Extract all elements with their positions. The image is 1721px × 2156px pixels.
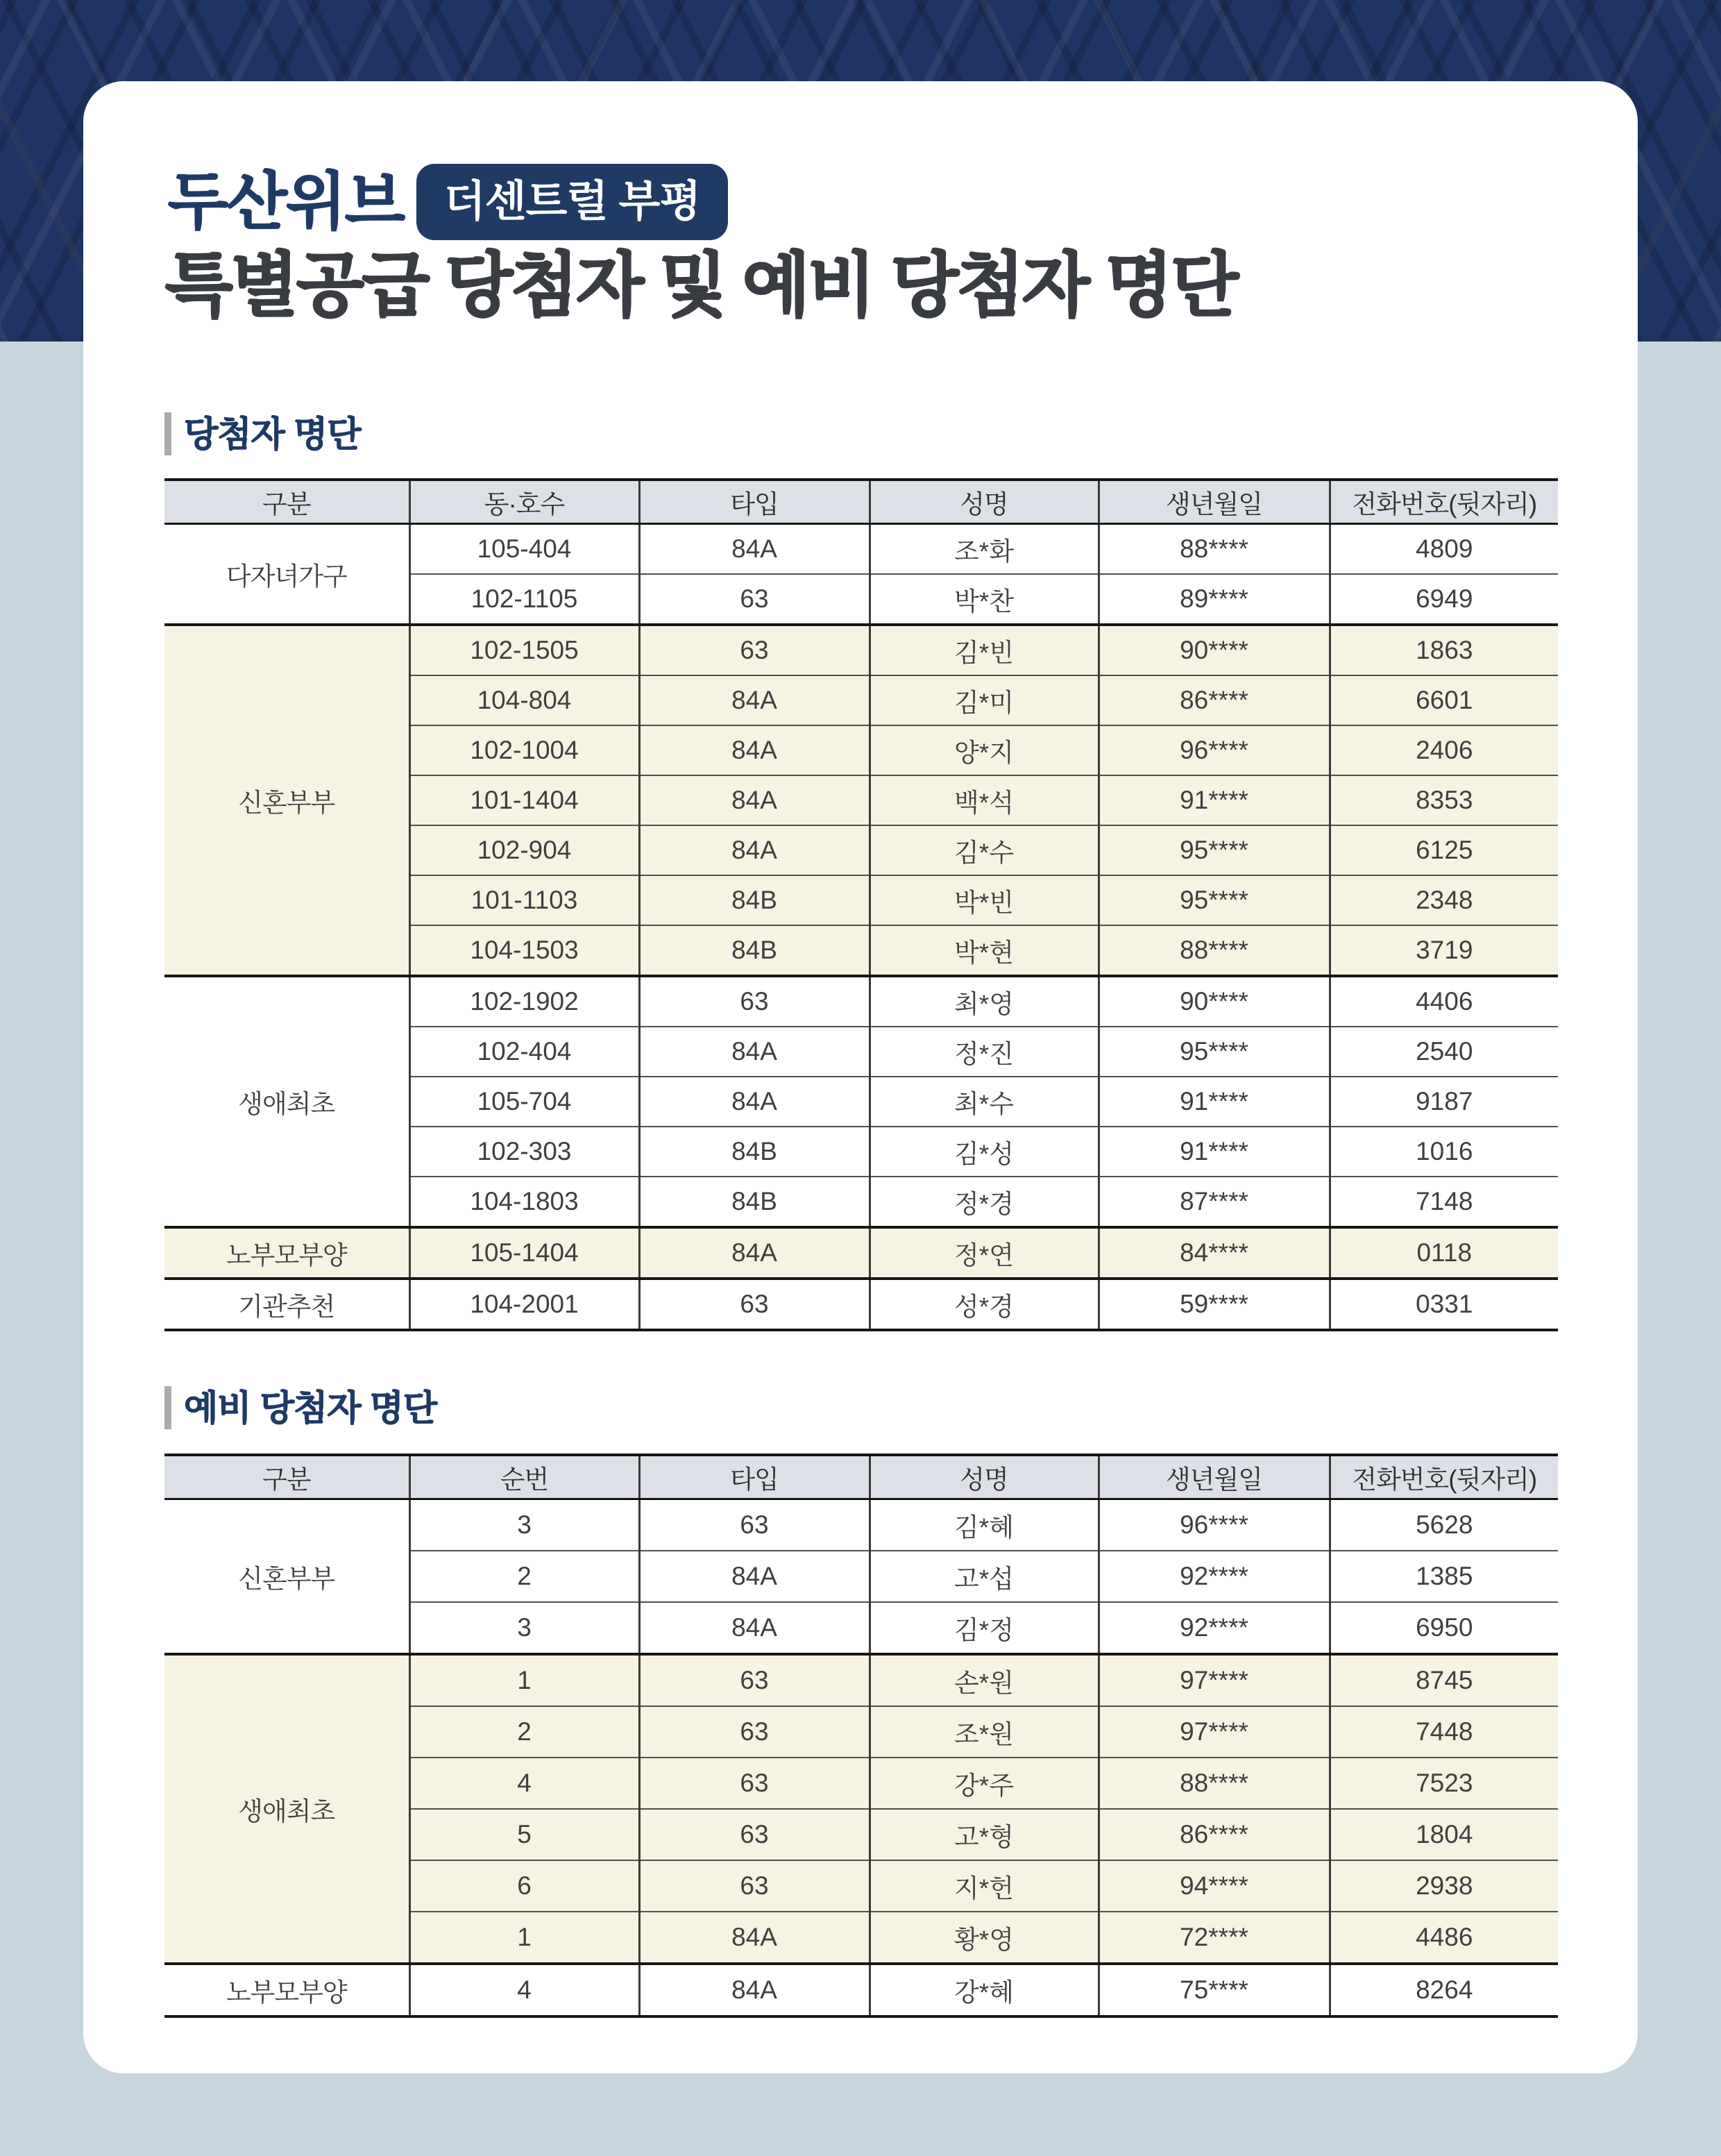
table-cell: 6950 — [1330, 1602, 1558, 1654]
table-cell: 95**** — [1099, 875, 1330, 925]
table-cell: 63 — [639, 1499, 870, 1551]
table-cell: 1863 — [1330, 625, 1558, 675]
table-cell: 2 — [409, 1551, 639, 1602]
table-cell: 104-1503 — [409, 925, 639, 976]
column-header: 타입 — [639, 480, 870, 524]
table-cell: 1804 — [1330, 1809, 1558, 1860]
table-cell: 김*정 — [870, 1602, 1099, 1654]
table-cell: 84A — [639, 825, 870, 875]
table-cell: 90**** — [1099, 976, 1330, 1027]
table-cell: 2 — [409, 1706, 639, 1758]
table-cell: 6125 — [1330, 825, 1558, 875]
table-cell: 102-904 — [409, 825, 639, 875]
table-cell: 96**** — [1099, 1499, 1330, 1551]
group-label-cell: 생애최초 — [164, 976, 409, 1227]
table-cell: 105-704 — [409, 1077, 639, 1127]
table-cell: 2406 — [1330, 725, 1558, 775]
table-cell: 6 — [409, 1860, 639, 1912]
table-cell: 104-1803 — [409, 1177, 639, 1227]
column-header: 타입 — [639, 1455, 870, 1499]
table-cell: 조*원 — [870, 1706, 1099, 1758]
table-cell: 92**** — [1099, 1551, 1330, 1602]
table-cell: 6949 — [1330, 574, 1558, 625]
column-header: 순번 — [409, 1455, 639, 1499]
table-cell: 101-1404 — [409, 775, 639, 825]
brand-row — [168, 163, 728, 241]
table-cell: 86**** — [1099, 1809, 1330, 1860]
table-cell: 102-1902 — [409, 976, 639, 1027]
table-cell: 7523 — [1330, 1758, 1558, 1809]
table-cell: 8353 — [1330, 775, 1558, 825]
table-cell: 63 — [639, 1279, 870, 1330]
table-cell: 고*섭 — [870, 1551, 1099, 1602]
table-cell: 75**** — [1099, 1964, 1330, 2016]
table-cell: 3 — [409, 1602, 639, 1654]
section-bar-icon — [164, 412, 171, 455]
table-cell: 4809 — [1330, 524, 1558, 575]
table-cell: 90**** — [1099, 625, 1330, 675]
table-cell: 6601 — [1330, 675, 1558, 725]
column-header: 구분 — [164, 480, 409, 524]
table-cell: 102-404 — [409, 1027, 639, 1077]
table-cell: 조*화 — [870, 524, 1099, 575]
table-cell: 84A — [639, 1551, 870, 1602]
table-cell: 성*경 — [870, 1279, 1099, 1330]
table-row — [164, 625, 1558, 675]
table-cell: 김*미 — [870, 675, 1099, 725]
table-cell: 104-2001 — [409, 1279, 639, 1330]
table-cell: 84A — [639, 1227, 870, 1279]
table-row — [164, 1279, 1558, 1330]
table-cell: 최*영 — [870, 976, 1099, 1027]
table-cell: 3719 — [1330, 925, 1558, 976]
table-cell: 59**** — [1099, 1279, 1330, 1330]
table-cell: 105-1404 — [409, 1227, 639, 1279]
table-cell: 4406 — [1330, 976, 1558, 1027]
section-bar-icon — [164, 1386, 171, 1429]
group-label-cell: 신혼부부 — [164, 625, 409, 976]
table-cell: 박*찬 — [870, 574, 1099, 625]
reserve-table — [164, 1454, 1558, 2018]
table-row — [164, 1227, 1558, 1279]
table-cell: 84A — [639, 725, 870, 775]
table-cell: 96**** — [1099, 725, 1330, 775]
table-row — [164, 524, 1558, 575]
table-cell: 84B — [639, 1127, 870, 1177]
table-cell: 84A — [639, 1077, 870, 1127]
column-header: 성명 — [870, 480, 1099, 524]
table-cell: 2348 — [1330, 875, 1558, 925]
table-cell: 84A — [639, 1027, 870, 1077]
table-cell: 84A — [639, 1964, 870, 2016]
table-cell: 김*빈 — [870, 625, 1099, 675]
table-cell: 104-804 — [409, 675, 639, 725]
column-header: 전화번호(뒷자리) — [1330, 1455, 1558, 1499]
table-cell: 4 — [409, 1758, 639, 1809]
table-cell: 102-1004 — [409, 725, 639, 775]
table-cell: 86**** — [1099, 675, 1330, 725]
table-cell: 94**** — [1099, 1860, 1330, 1912]
table-cell: 4 — [409, 1964, 639, 2016]
column-header: 동·호수 — [409, 480, 639, 524]
table-row — [164, 1654, 1558, 1706]
table-cell: 101-1103 — [409, 875, 639, 925]
table-cell: 63 — [639, 976, 870, 1027]
table-header-row — [164, 1455, 1558, 1499]
table-cell: 88**** — [1099, 524, 1330, 575]
table-cell: 지*헌 — [870, 1860, 1099, 1912]
group-label-cell: 생애최초 — [164, 1654, 409, 1964]
table-cell: 8264 — [1330, 1964, 1558, 2016]
table-cell: 5 — [409, 1809, 639, 1860]
group-label-cell: 다자녀가구 — [164, 524, 409, 625]
table-cell: 3 — [409, 1499, 639, 1551]
table-cell: 63 — [639, 1809, 870, 1860]
group-label-cell: 노부모부양 — [164, 1964, 409, 2016]
table-cell: 4486 — [1330, 1912, 1558, 1964]
table-cell: 1 — [409, 1912, 639, 1964]
table-row — [164, 976, 1558, 1027]
table-cell: 양*지 — [870, 725, 1099, 775]
table-cell: 84**** — [1099, 1227, 1330, 1279]
table-cell: 63 — [639, 1758, 870, 1809]
table-cell: 91**** — [1099, 1127, 1330, 1177]
table-cell: 102-1105 — [409, 574, 639, 625]
column-header: 구분 — [164, 1455, 409, 1499]
table-cell: 95**** — [1099, 1027, 1330, 1077]
table-cell: 63 — [639, 574, 870, 625]
table-cell: 84A — [639, 675, 870, 725]
table-cell: 84A — [639, 1602, 870, 1654]
table-header-row — [164, 480, 1558, 524]
table-row — [164, 1964, 1558, 2016]
table-cell: 87**** — [1099, 1177, 1330, 1227]
table-cell: 88**** — [1099, 925, 1330, 976]
table-cell: 김*수 — [870, 825, 1099, 875]
table-cell: 8745 — [1330, 1654, 1558, 1706]
table-cell: 92**** — [1099, 1602, 1330, 1654]
brand-name: 두산위브 — [168, 167, 404, 237]
table-cell: 김*혜 — [870, 1499, 1099, 1551]
table-cell: 정*연 — [870, 1227, 1099, 1279]
group-label-cell: 기관추천 — [164, 1279, 409, 1330]
table-cell: 김*성 — [870, 1127, 1099, 1177]
table-cell: 0331 — [1330, 1279, 1558, 1330]
table-cell: 최*수 — [870, 1077, 1099, 1127]
table-cell: 72**** — [1099, 1912, 1330, 1964]
table-cell: 97**** — [1099, 1706, 1330, 1758]
section-title-winners: 당첨자 명단 — [184, 414, 361, 454]
table-cell: 84A — [639, 775, 870, 825]
table-cell: 0118 — [1330, 1227, 1558, 1279]
table-cell: 84B — [639, 925, 870, 976]
brand-badge: 더센트럴 부평 — [416, 164, 729, 240]
table-cell: 5628 — [1330, 1499, 1558, 1551]
table-cell: 102-1505 — [409, 625, 639, 675]
table-cell: 1 — [409, 1654, 639, 1706]
notice-card — [83, 81, 1638, 2073]
group-label-cell: 노부모부양 — [164, 1227, 409, 1279]
table-cell: 97**** — [1099, 1654, 1330, 1706]
section-title-reserve: 예비 당첨자 명단 — [184, 1388, 437, 1428]
page-title: 특별공급 당첨자 및 예비 당첨자 명단 — [165, 247, 1237, 325]
table-cell: 63 — [639, 1706, 870, 1758]
table-cell: 91**** — [1099, 1077, 1330, 1127]
table-cell: 84B — [639, 1177, 870, 1227]
table-cell: 손*원 — [870, 1654, 1099, 1706]
table-cell: 9187 — [1330, 1077, 1558, 1127]
table-cell: 강*주 — [870, 1758, 1099, 1809]
table-cell: 백*석 — [870, 775, 1099, 825]
table-cell: 95**** — [1099, 825, 1330, 875]
table-cell: 63 — [639, 1654, 870, 1706]
column-header: 생년월일 — [1099, 1455, 1330, 1499]
table-cell: 7148 — [1330, 1177, 1558, 1227]
table-cell: 63 — [639, 1860, 870, 1912]
table-cell: 91**** — [1099, 775, 1330, 825]
column-header: 생년월일 — [1099, 480, 1330, 524]
table-cell: 정*경 — [870, 1177, 1099, 1227]
column-header: 전화번호(뒷자리) — [1330, 480, 1558, 524]
table-cell: 88**** — [1099, 1758, 1330, 1809]
table-cell: 2938 — [1330, 1860, 1558, 1912]
table-cell: 박*빈 — [870, 875, 1099, 925]
table-cell: 63 — [639, 625, 870, 675]
table-cell: 황*영 — [870, 1912, 1099, 1964]
section-reserve-heading — [164, 1386, 436, 1429]
table-cell: 강*혜 — [870, 1964, 1099, 2016]
column-header: 성명 — [870, 1455, 1099, 1499]
table-cell: 고*형 — [870, 1809, 1099, 1860]
table-cell: 1016 — [1330, 1127, 1558, 1177]
table-cell: 2540 — [1330, 1027, 1558, 1077]
table-cell: 7448 — [1330, 1706, 1558, 1758]
table-cell: 102-303 — [409, 1127, 639, 1177]
table-cell: 105-404 — [409, 524, 639, 575]
winners-table — [164, 478, 1558, 1331]
table-cell: 1385 — [1330, 1551, 1558, 1602]
table-cell: 정*진 — [870, 1027, 1099, 1077]
table-cell: 84B — [639, 875, 870, 925]
table-cell: 84A — [639, 524, 870, 575]
section-winners-heading — [164, 412, 361, 455]
group-label-cell: 신혼부부 — [164, 1499, 409, 1655]
table-cell: 89**** — [1099, 574, 1330, 625]
table-row — [164, 1499, 1558, 1551]
table-cell: 박*현 — [870, 925, 1099, 976]
table-cell: 84A — [639, 1912, 870, 1964]
